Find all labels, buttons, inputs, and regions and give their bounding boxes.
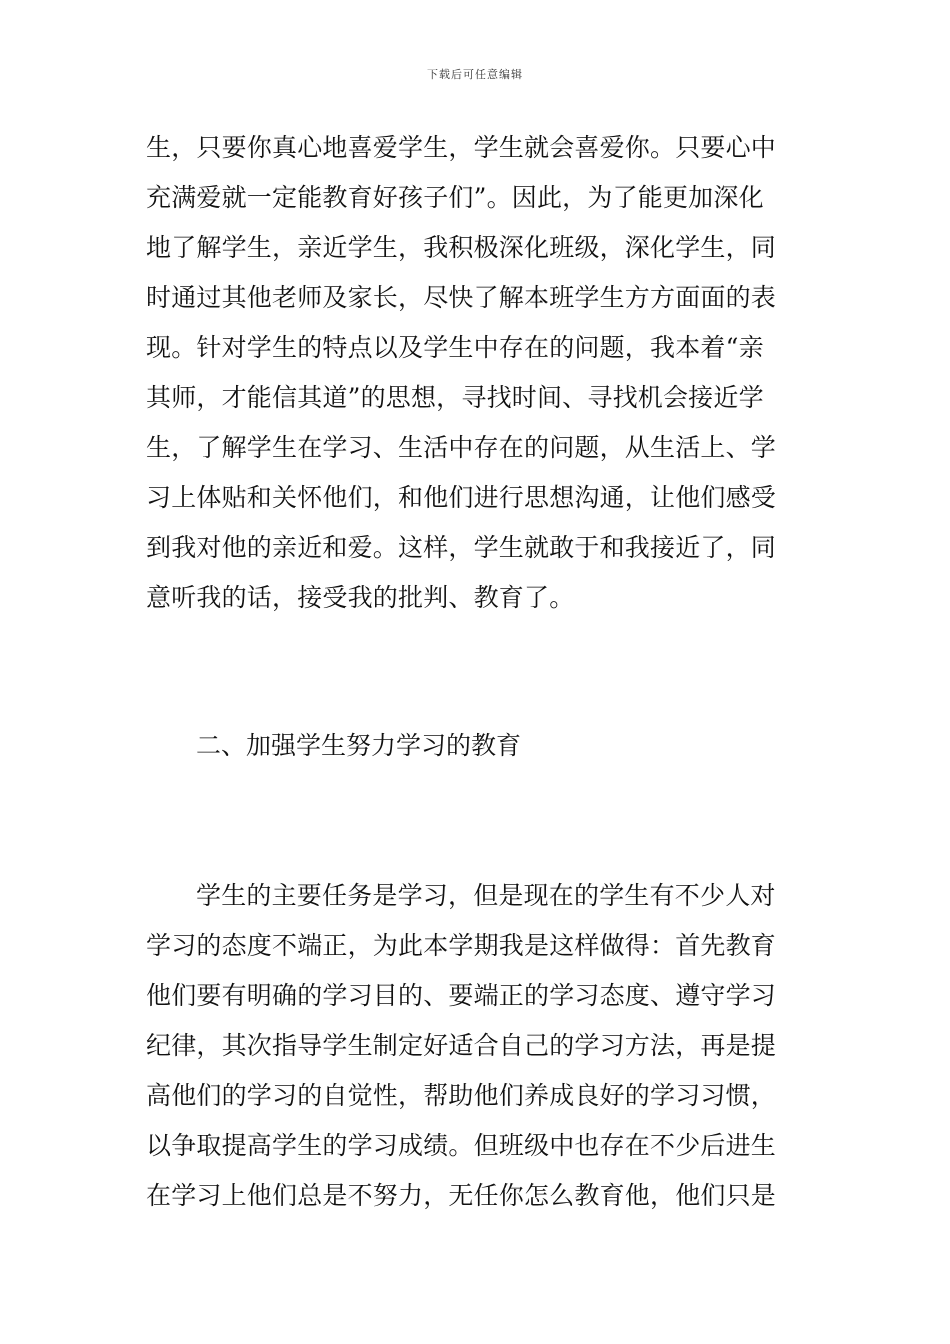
section-heading: 二、加强学生努力学习的教育	[196, 731, 522, 760]
paragraph-line: 纪律，其次指导学生制定好适合自己的学习方法，再是提	[146, 1031, 777, 1060]
paragraph-line: 充满爱就一定能教育好孩子们”。因此，为了能更加深化	[146, 183, 764, 212]
paragraph-line: 习上体贴和关怀他们，和他们进行思想沟通，让他们感受	[146, 483, 777, 512]
paragraph-line: 生，了解学生在学习、生活中存在的问题，从生活上、学	[146, 433, 777, 462]
paragraph-line: 学习的态度不端正，为此本学期我是这样做得：首先教育	[146, 931, 777, 960]
paragraph-line: 在学习上他们总是不努力，无任你怎么教育他，他们只是	[146, 1181, 777, 1210]
paragraph-line: 生，只要你真心地喜爱学生，学生就会喜爱你。只要心中	[146, 133, 777, 162]
paragraph-line: 以争取提高学生的学习成绩。但班级中也存在不少后进生	[146, 1131, 777, 1160]
paragraph-line: 他们要有明确的学习目的、要端正的学习态度、遵守学习	[146, 981, 777, 1010]
paragraph-line: 学生的主要任务是学习，但是现在的学生有不少人对	[196, 881, 776, 910]
paragraph-line: 地了解学生，亲近学生，我积极深化班级，深化学生，同	[146, 233, 777, 262]
paragraph-line: 时通过其他老师及家长，尽快了解本班学生方方面面的表	[146, 283, 777, 312]
paragraph-line: 意听我的话，接受我的批判、教育了。	[146, 583, 575, 612]
paragraph-line: 现。针对学生的特点以及学生中存在的问题，我本着“亲	[146, 333, 764, 362]
paragraph-line: 到我对他的亲近和爱。这样，学生就敢于和我接近了，同	[146, 533, 777, 562]
page-header-note: 下载后可任意编辑	[427, 68, 523, 81]
paragraph-line: 其师，才能信其道”的思想，寻找时间、寻找机会接近学	[146, 383, 764, 412]
paragraph-line: 高他们的学习的自觉性，帮助他们养成良好的学习习惯，	[146, 1081, 777, 1110]
